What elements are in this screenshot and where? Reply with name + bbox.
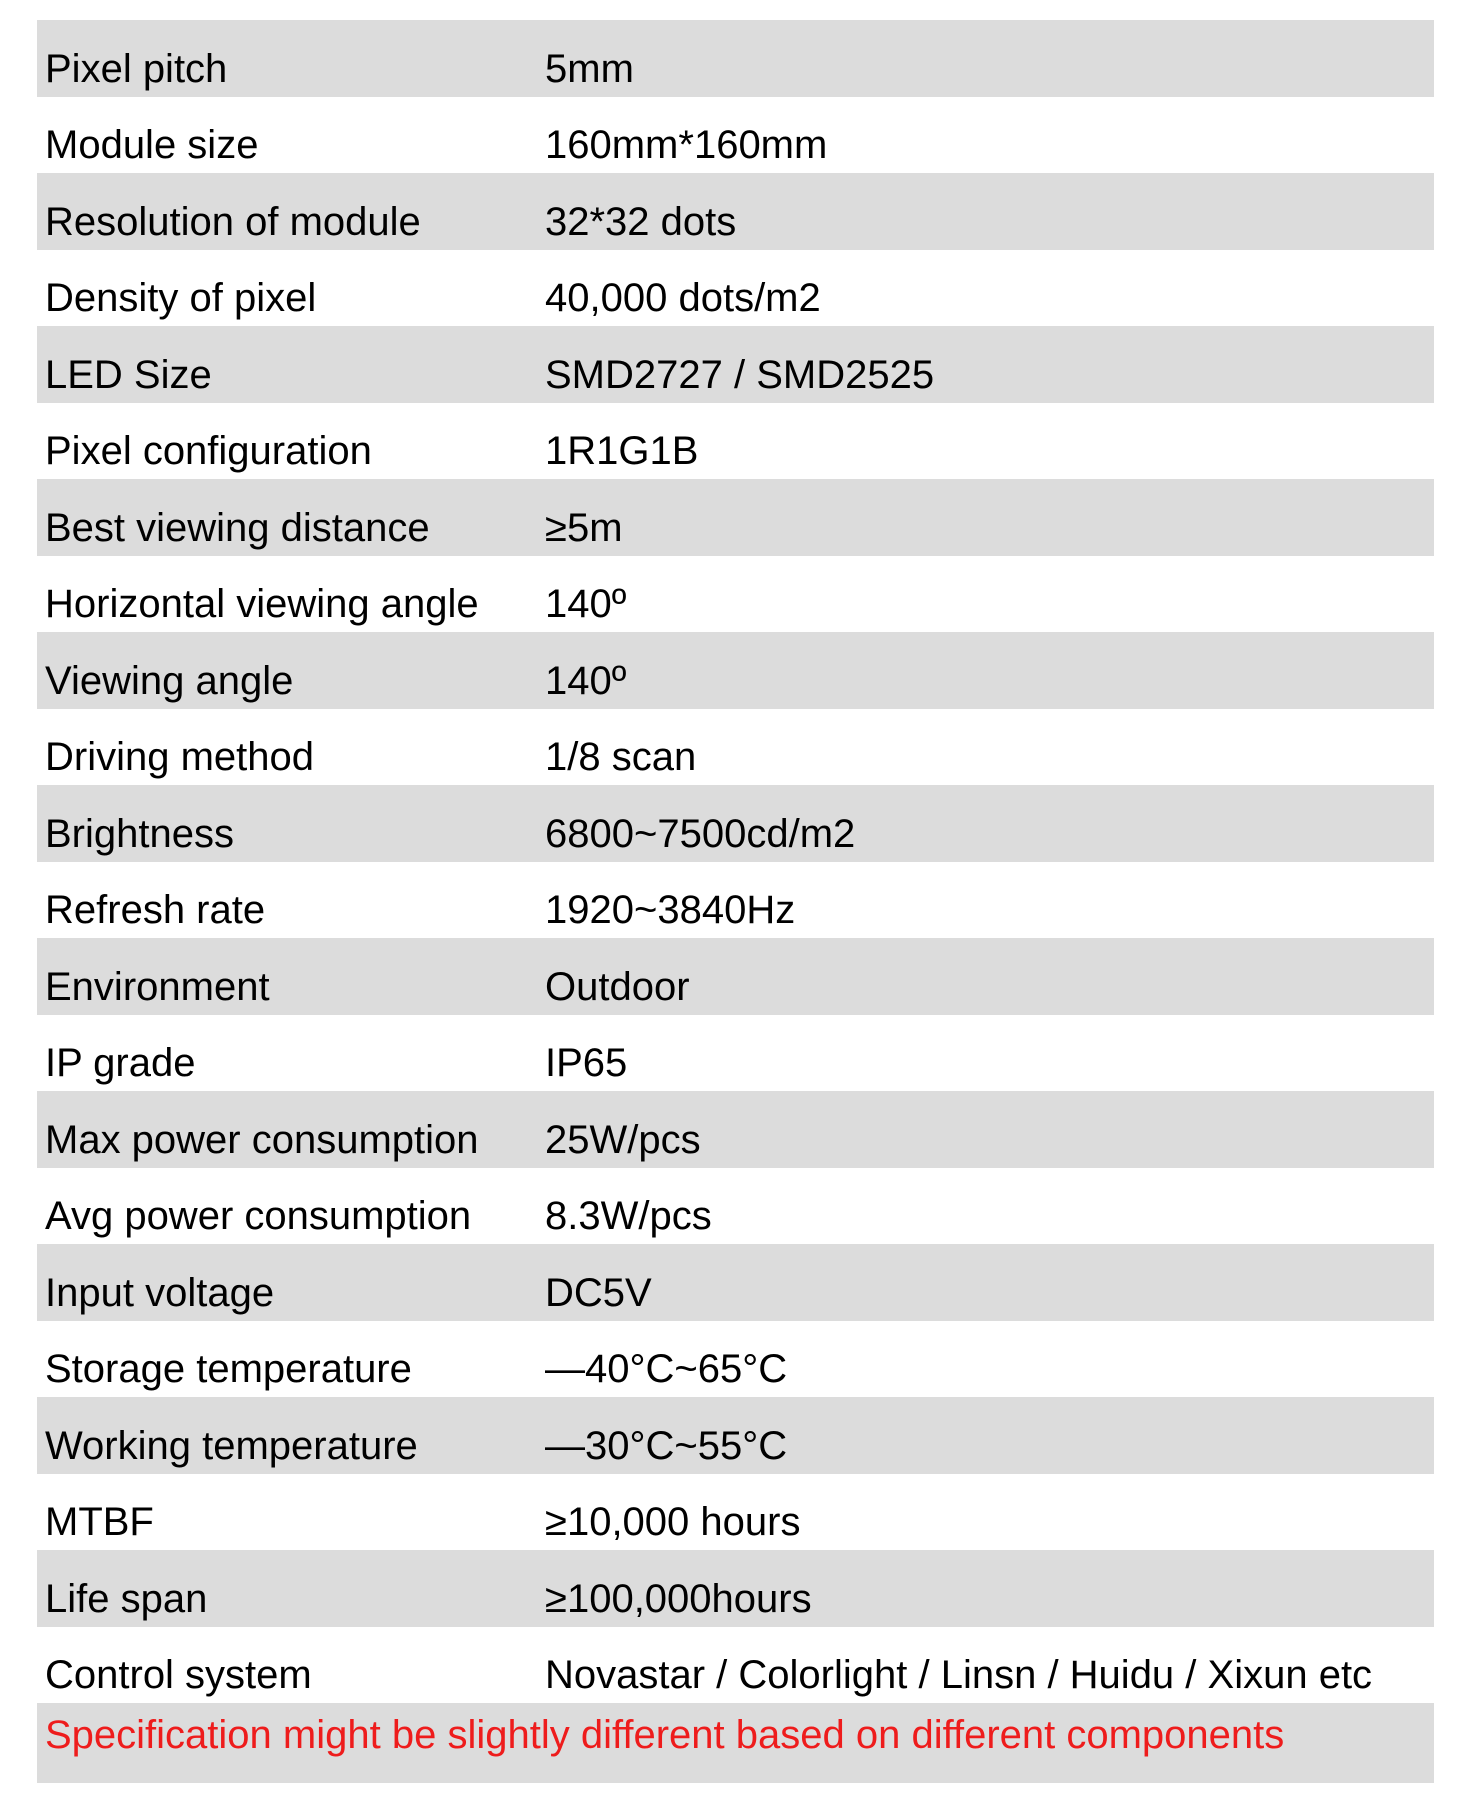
spec-row-brightness [37,785,1434,862]
spec-row-driving-method [37,709,1434,786]
spec-label: Viewing angle [45,658,294,703]
spec-label: Horizontal viewing angle [45,582,479,626]
spec-label: Avg power consumption [45,1194,472,1238]
spec-row-storage-temperature [37,1321,1434,1398]
spec-value: SMD2727 / SMD2525 [545,352,935,397]
spec-value: Novastar / Colorlight / Linsn / Huidu / Xixun etc [545,1653,1373,1697]
spec-label: IP grade [45,1041,196,1085]
spec-row-life-span [37,1550,1434,1627]
spec-value: —40°C~65°C [545,1347,788,1391]
spec-label: Density of pixel [45,276,317,320]
spec-value: 160mm*160mm [545,123,828,167]
spec-label: Module size [45,123,259,167]
spec-row-working-temperature [37,1397,1434,1474]
spec-label: Life span [45,1576,208,1621]
spec-table [37,20,1434,1783]
spec-label: Refresh rate [45,888,266,932]
spec-label: Control system [45,1653,312,1697]
spec-row-led-size [37,326,1434,403]
spec-value: ≥5m [545,505,623,550]
spec-value: 8.3W/pcs [545,1194,712,1238]
spec-label: Max power consumption [45,1117,479,1162]
spec-value: 140º [545,582,627,626]
spec-row-pixel-pitch [37,20,1434,97]
spec-label: Storage temperature [45,1347,412,1391]
spec-label: LED Size [45,352,212,397]
spec-value: Outdoor [545,964,690,1009]
spec-row-module-size [37,97,1434,174]
spec-label: Driving method [45,735,315,779]
spec-row-best-viewing-distance [37,479,1434,556]
spec-value: 1920~3840Hz [545,888,796,932]
disclaimer-text: Specification might be slightly different based on different components [45,1713,1285,1757]
spec-label: Brightness [45,811,234,856]
spec-row-avg-power [37,1168,1434,1245]
spec-row-input-voltage [37,1244,1434,1321]
spec-value: DC5V [545,1270,652,1315]
spec-row-refresh-rate [37,862,1434,939]
spec-value: 40,000 dots/m2 [545,276,821,320]
spec-row-ip-grade [37,1015,1434,1092]
spec-label: Best viewing distance [45,505,430,550]
spec-value: 1R1G1B [545,429,699,473]
spec-value: —30°C~55°C [545,1423,788,1468]
spec-label: Pixel configuration [45,429,372,473]
spec-row-density [37,250,1434,327]
spec-value: ≥10,000 hours [545,1500,801,1544]
spec-value: 32*32 dots [545,199,737,244]
spec-value: 25W/pcs [545,1117,701,1162]
spec-label: Input voltage [45,1270,275,1315]
disclaimer-row [37,1703,1434,1783]
spec-label: Environment [45,964,270,1009]
spec-value: 140º [545,658,627,703]
spec-label: Pixel pitch [45,46,228,91]
spec-label: Resolution of module [45,199,421,244]
spec-value: IP65 [545,1041,628,1085]
spec-row-control-system [37,1627,1434,1704]
spec-row-pixel-configuration [37,403,1434,480]
spec-value: 1/8 scan [545,735,697,779]
spec-value: 6800~7500cd/m2 [545,811,856,856]
spec-label: Working temperature [45,1423,418,1468]
spec-row-max-power [37,1091,1434,1168]
spec-row-environment [37,938,1434,1015]
spec-row-resolution [37,173,1434,250]
spec-label: MTBF [45,1500,154,1544]
spec-row-horizontal-viewing-angle [37,556,1434,633]
spec-value: 5mm [545,46,634,91]
spec-value: ≥100,000hours [545,1576,812,1621]
spec-row-mtbf [37,1474,1434,1551]
spec-row-viewing-angle [37,632,1434,709]
